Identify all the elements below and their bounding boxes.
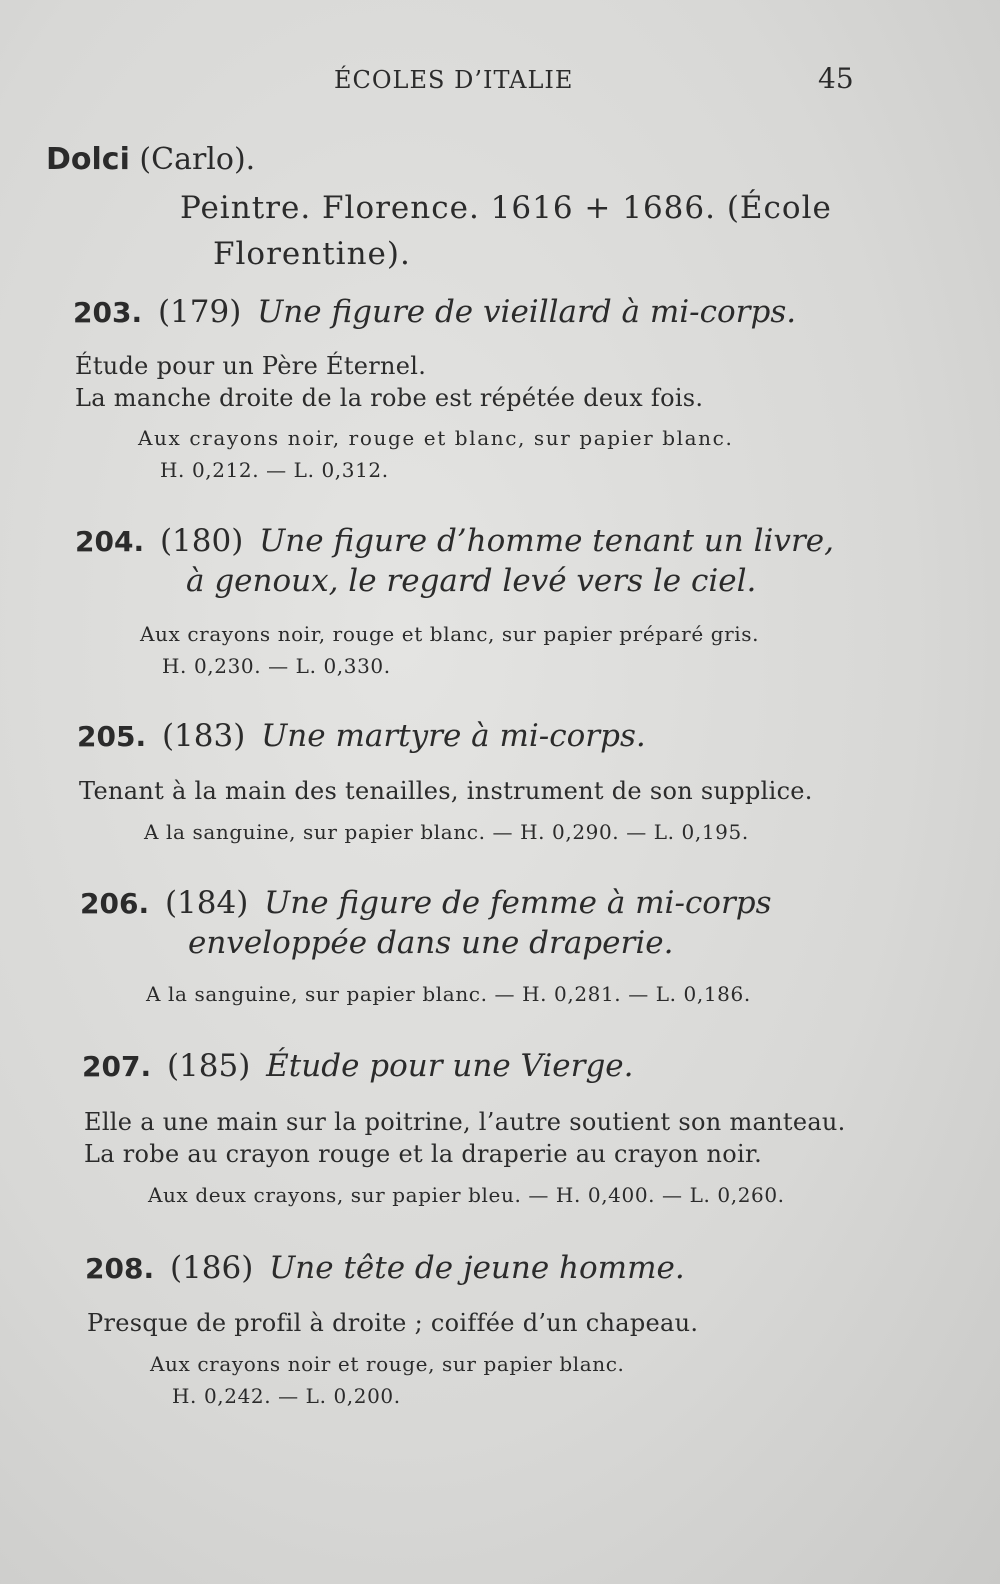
entry-title: Une figure de femme à mi-corps — [264, 885, 772, 921]
entry-heading — [75, 523, 834, 559]
entry-reference: (184) — [164, 885, 249, 921]
entry-title-continued: à genoux, le regard levé vers le ciel. — [186, 563, 757, 599]
entry-technique: Aux crayons noir et rouge, sur papier blanc. — [150, 1352, 625, 1376]
entry-dimensions: H. 0,230. — L. 0,330. — [162, 654, 391, 678]
entry-reference: (186) — [169, 1250, 254, 1286]
entry-title: Une figure d’homme tenant un livre, — [259, 523, 834, 559]
entry-technique: Aux deux crayons, sur papier bleu. — H. 0,400. — L. 0,260. — [148, 1183, 785, 1207]
artist-surname: Dolci — [46, 142, 130, 177]
entry-heading — [77, 718, 646, 754]
running-title: ÉCOLES D’ITALIE — [334, 66, 574, 94]
entry-heading — [85, 1250, 685, 1286]
entry-technique: Aux crayons noir, rouge et blanc, sur papier blanc. — [138, 426, 734, 450]
artist-bio-line: Florentine). — [213, 236, 411, 272]
artist-bio-line: Peintre. Florence. 1616 + 1686. (École — [180, 190, 832, 226]
entry-number: 205. — [77, 720, 147, 753]
entry-description: Étude pour un Père Éternel. — [75, 352, 427, 380]
entry-dimensions: H. 0,242. — L. 0,200. — [172, 1384, 401, 1408]
entry-number: 203. — [73, 296, 143, 329]
entry-heading — [82, 1048, 634, 1084]
entry-number: 206. — [80, 887, 150, 920]
artist-heading — [46, 142, 255, 177]
entry-description: Presque de profil à droite ; coiffée d’un chapeau. — [87, 1309, 699, 1337]
entry-technique: Aux crayons noir, rouge et blanc, sur papier préparé gris. — [140, 622, 760, 646]
entry-number: 204. — [75, 525, 145, 558]
entry-reference: (183) — [161, 718, 246, 754]
entry-heading — [73, 294, 796, 330]
entry-description: Elle a une main sur la poitrine, l’autre soutient son manteau. — [84, 1108, 846, 1136]
entry-description: La robe au crayon rouge et la draperie au crayon noir. — [84, 1140, 763, 1168]
entry-number: 207. — [82, 1050, 152, 1083]
artist-given-name: (Carlo). — [139, 142, 256, 177]
entry-description: Tenant à la main des tenailles, instrument de son supplice. — [79, 777, 813, 805]
artist-bio — [180, 185, 860, 277]
entry-title-continued: enveloppée dans une draperie. — [188, 925, 674, 961]
entry-title: Une tête de jeune homme. — [269, 1250, 685, 1286]
entry-title: Une martyre à mi-corps. — [261, 718, 646, 754]
entry-description: La manche droite de la robe est répétée deux fois. — [75, 384, 704, 412]
entry-number: 208. — [85, 1252, 155, 1285]
entry-technique: A la sanguine, sur papier blanc. — H. 0,290. — L. 0,195. — [144, 820, 749, 844]
entry-reference: (180) — [159, 523, 244, 559]
entry-reference: (185) — [166, 1048, 251, 1084]
entry-dimensions: H. 0,212. — L. 0,312. — [160, 458, 389, 482]
entry-title: Une figure de vieillard à mi-corps. — [257, 294, 797, 330]
entry-technique: A la sanguine, sur papier blanc. — H. 0,281. — L. 0,186. — [146, 982, 751, 1006]
page-number: 45 — [818, 62, 854, 95]
entry-title: Étude pour une Vierge. — [266, 1048, 634, 1084]
running-head — [0, 62, 1000, 102]
entry-heading — [80, 885, 772, 921]
entry-reference: (179) — [157, 294, 242, 330]
